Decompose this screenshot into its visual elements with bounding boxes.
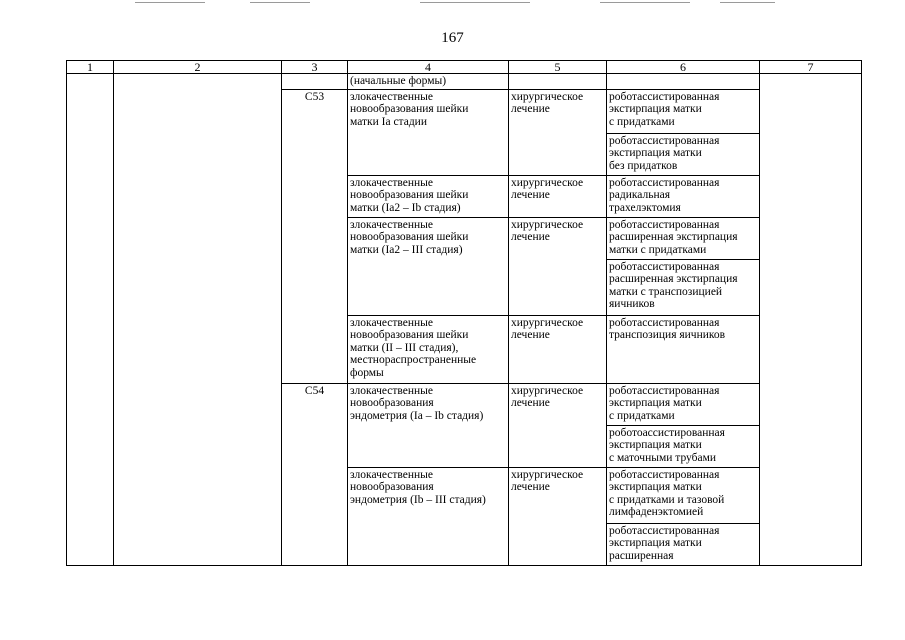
cell-diagnosis-continued: (начальные формы) xyxy=(348,74,509,90)
cell-treatment-empty xyxy=(509,74,607,90)
cell-method: роботоассистированная экстирпация матки с маточными трубами xyxy=(607,425,760,467)
cell-treatment: хирургическое лечение xyxy=(509,315,607,383)
header-col-6: 6 xyxy=(607,61,760,74)
cell-code-c54: C54 xyxy=(282,383,348,565)
medical-care-table xyxy=(66,60,862,566)
cell-col-2 xyxy=(114,74,282,566)
cell-diagnosis: злокачественные новообразования шейки матки (Ia2 – III стадия) xyxy=(348,217,509,315)
header-col-2: 2 xyxy=(114,61,282,74)
cell-col-1 xyxy=(67,74,114,566)
table-row xyxy=(67,74,862,90)
cell-method: роботассистированная расширенная экстирпация матки с придатками xyxy=(607,217,760,259)
cell-treatment: хирургическое лечение xyxy=(509,89,607,175)
scan-artifact-line xyxy=(600,2,690,3)
cell-code-c53: C53 xyxy=(282,89,348,383)
header-col-1: 1 xyxy=(67,61,114,74)
cell-method: роботассистированная экстирпация матки расширенная xyxy=(607,523,760,565)
scan-artifact-line xyxy=(250,2,310,3)
cell-method-empty xyxy=(607,74,760,90)
header-col-3: 3 xyxy=(282,61,348,74)
cell-method: роботассистированная транспозиция яичников xyxy=(607,315,760,383)
cell-treatment: хирургическое лечение xyxy=(509,217,607,315)
cell-treatment: хирургическое лечение xyxy=(509,383,607,467)
cell-diagnosis: злокачественные новообразования эндометрия (Ia – Ib стадия) xyxy=(348,383,509,467)
cell-diagnosis: злокачественные новообразования эндометрия (Ib – III стадия) xyxy=(348,467,509,565)
cell-col-7 xyxy=(760,74,862,566)
cell-code-empty xyxy=(282,74,348,90)
cell-method: роботассистированная экстирпация матки без придатков xyxy=(607,133,760,175)
cell-method: роботассистированная расширенная экстирпация матки с транспозицией яичников xyxy=(607,259,760,315)
scan-artifact-line xyxy=(135,2,205,3)
cell-method: роботассистированная экстирпация матки с придатками xyxy=(607,89,760,133)
header-row xyxy=(67,61,862,74)
cell-method: роботассистированная экстирпация матки с придатками xyxy=(607,383,760,425)
scan-artifact-line xyxy=(720,2,775,3)
cell-method: роботассистированная радикальная трахелэктомия xyxy=(607,175,760,217)
scan-artifact-line xyxy=(420,2,530,3)
header-col-5: 5 xyxy=(509,61,607,74)
header-col-4: 4 xyxy=(348,61,509,74)
cell-treatment: хирургическое лечение xyxy=(509,175,607,217)
cell-treatment: хирургическое лечение xyxy=(509,467,607,565)
header-col-7: 7 xyxy=(760,61,862,74)
cell-diagnosis: злокачественные новообразования шейки матки (II – III стадия), местнораспространенные формы xyxy=(348,315,509,383)
cell-method: роботассистированная экстирпация матки с придатками и тазовой лимфаденэктомией xyxy=(607,467,760,523)
page-number: 167 xyxy=(441,30,464,46)
cell-diagnosis: злокачественные новообразования шейки матки (Ia2 – Ib стадия) xyxy=(348,175,509,217)
cell-diagnosis: злокачественные новообразования шейки матки Ia стадии xyxy=(348,89,509,175)
